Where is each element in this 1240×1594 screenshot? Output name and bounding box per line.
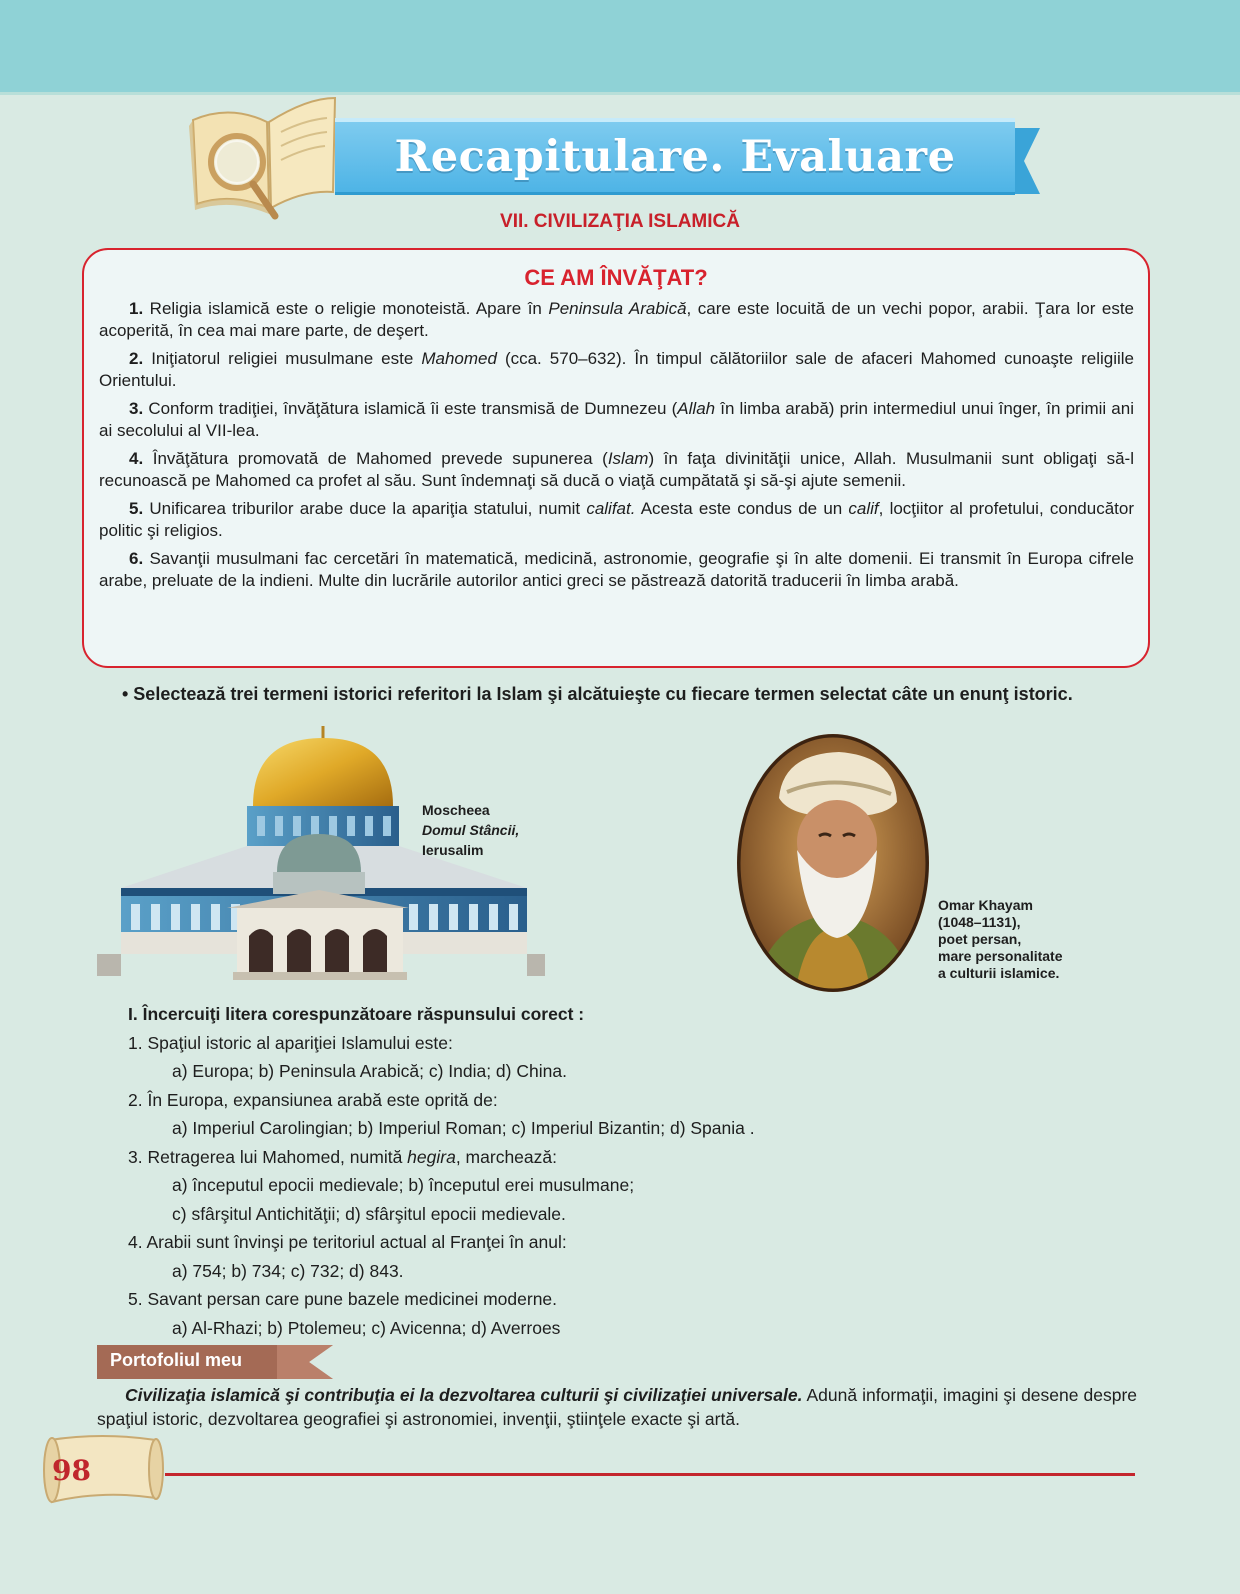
- question-5-options: a) Al-Rhazi; b) Ptolemeu; c) Avicenna; d) Averroes: [172, 1317, 561, 1338]
- question-3-options-b: c) sfârşitul Antichităţii; d) sfârşitul epocii medievale.: [172, 1203, 566, 1224]
- section-title: VII. CIVILIZAŢIA ISLAMICĂ: [500, 211, 740, 232]
- portfolio-lead: Civilizaţia islamică şi contribuţia ei la dezvoltarea culturii şi civilizaţiei universale.: [125, 1385, 803, 1405]
- portfolio-body: Adună informaţii, imagini şi desene despre spaţiul istoric, dezvoltarea geografiei şi astronomiei, invenţii, ştiinţele exacte şi artă.: [97, 1385, 1137, 1429]
- portfolio-label: Portofoliul meu: [110, 1350, 242, 1370]
- mosque-caption: [422, 800, 519, 860]
- omar-caption-line: Omar Khayam: [938, 897, 1033, 913]
- question-1-options: a) Europa; b) Peninsula Arabică; c) India; d) China.: [172, 1061, 567, 1081]
- question-5: 5. Savant persan care pune bazele medicinei moderne.: [128, 1289, 558, 1309]
- omar-caption-line: mare personalitate: [938, 948, 1063, 964]
- learned-title: CE AM ÎNVĂŢAT?: [524, 265, 708, 290]
- learned-item-text: ) în faţa divinităţii unice, Allah. Musulmanii sunt obligaţi să-l recunoască pe Mahomed ca profet al său. Sunt îndemnaţi să ducă o viaţă cumpătată şi să-şi ajute semenii.: [99, 449, 1134, 490]
- omar-caption: [938, 897, 1063, 982]
- learned-item: [99, 298, 1134, 342]
- learned-item: [99, 498, 1134, 542]
- learned-item-text: Iniţiatorul religiei musulmane este: [143, 349, 422, 368]
- learned-item-term: Islam: [607, 449, 649, 468]
- learned-item-term: Allah: [677, 399, 716, 418]
- task-instruction: • Selectează trei termeni istorici referitori la Islam şi alcătuieşte cu fiecare termen selectat câte un enunţ istoric.: [122, 684, 1073, 704]
- quiz-section: [128, 1000, 1028, 1342]
- learned-item-term: calif: [848, 499, 879, 518]
- omar-caption-line: (1048–1131),: [938, 914, 1021, 930]
- learned-item: [99, 548, 1134, 592]
- omar-caption-line: poet persan,: [938, 931, 1022, 947]
- question-3-text: 3. Retragerea lui Mahomed, numită: [128, 1146, 408, 1167]
- learned-item-text: , locţiitor al profetului, conducător politic şi religios.: [99, 499, 1134, 540]
- learned-item-text: , care este locuită de un vechi popor, arabii. Ţara lor este acoperită, în cea mai mare parte, de deşert.: [99, 299, 1134, 340]
- omar-caption-line: a culturii islamice.: [938, 965, 1060, 981]
- learned-item-number: 6.: [129, 549, 144, 568]
- mosque-caption-line3: Ierusalim: [422, 842, 484, 858]
- title-ribbon: [335, 118, 1015, 195]
- question-1: 1. Spaţiul istoric al apariţiei Islamului este:: [128, 1032, 453, 1053]
- learned-item: [99, 448, 1134, 492]
- learned-item-text: Savanţii musulmani fac cercetări în matematică, medicină, astronomie, geografie şi în alte domenii. Ei transmit în Europa cifrele arabe, preluate de la indieni. Multe din lucrările autorilor antici greci se păstrează datorită traducerii în limba arabă.: [99, 549, 1134, 590]
- learned-item-text: Unificarea triburilor arabe duce la apariţia statului, numit: [143, 499, 587, 518]
- learned-item-number: 5.: [129, 499, 144, 518]
- footer-rule: [165, 1473, 1135, 1476]
- learned-item-term: Mahomed: [421, 349, 497, 368]
- what-we-learned-box: [82, 248, 1150, 668]
- question-2: 2. În Europa, expansiunea arabă este oprită de:: [128, 1089, 498, 1110]
- learned-item-term: Peninsula Arabică: [548, 299, 687, 318]
- learned-item-number: 4.: [129, 449, 144, 468]
- learned-item-text: Acesta este condus de un: [635, 499, 849, 518]
- mosque-caption-line1: Moscheea: [422, 802, 490, 818]
- learned-item: [99, 348, 1134, 392]
- learned-item-number: 1.: [129, 299, 144, 318]
- learned-item-text: Religia islamică este o religie monoteistă. Apare în: [143, 299, 549, 318]
- learned-item-text: Conform tradiţiei, învăţătura islamică îi este transmisă de Dumnezeu (: [143, 399, 678, 418]
- learned-item: [99, 398, 1134, 442]
- quiz-heading: I. Încercuiţi litera corespunzătoare răspunsului corect :: [128, 1004, 585, 1024]
- page-number: 98: [52, 1454, 91, 1487]
- question-4-options: a) 754; b) 734; c) 732; d) 843.: [172, 1260, 404, 1281]
- learned-item-text: Învăţătura promovată de Mahomed prevede supunerea (: [143, 449, 608, 468]
- top-band: [0, 0, 1240, 95]
- learned-item-term: califat.: [586, 499, 636, 518]
- learned-item-text: (cca. 570–632). În timpul călătoriilor sale de afaceri Mahomed cunoaşte religiile Orientului.: [99, 349, 1134, 390]
- omar-khayam-portrait: [735, 732, 931, 994]
- question-3-term: hegira: [407, 1146, 456, 1167]
- book-magnifier-icon: [185, 92, 355, 222]
- question-4: 4. Arabii sunt învinşi pe teritoriul actual al Franţei în anul:: [128, 1232, 567, 1252]
- question-3-end: , marchează:: [455, 1146, 557, 1167]
- learned-list: [99, 298, 1134, 598]
- question-2-options: a) Imperiul Carolingian; b) Imperiul Roman; c) Imperiul Bizantin; d) Spania .: [172, 1118, 755, 1138]
- page-title: Recapitulare. Evaluare: [394, 132, 956, 182]
- learned-item-number: 3.: [129, 399, 144, 418]
- learned-item-text: în limba arabă) prin intermediul unui înger, în primii ani ai secolului al VII-lea.: [99, 399, 1134, 440]
- question-3-options-a: a) începutul epocii medievale; b) începutul erei musulmane;: [172, 1175, 635, 1195]
- question-3: [128, 1143, 1028, 1172]
- portfolio-text: [97, 1383, 1137, 1431]
- mosque-caption-line2: Domul Stâncii,: [422, 822, 520, 838]
- learned-item-number: 2.: [129, 349, 144, 368]
